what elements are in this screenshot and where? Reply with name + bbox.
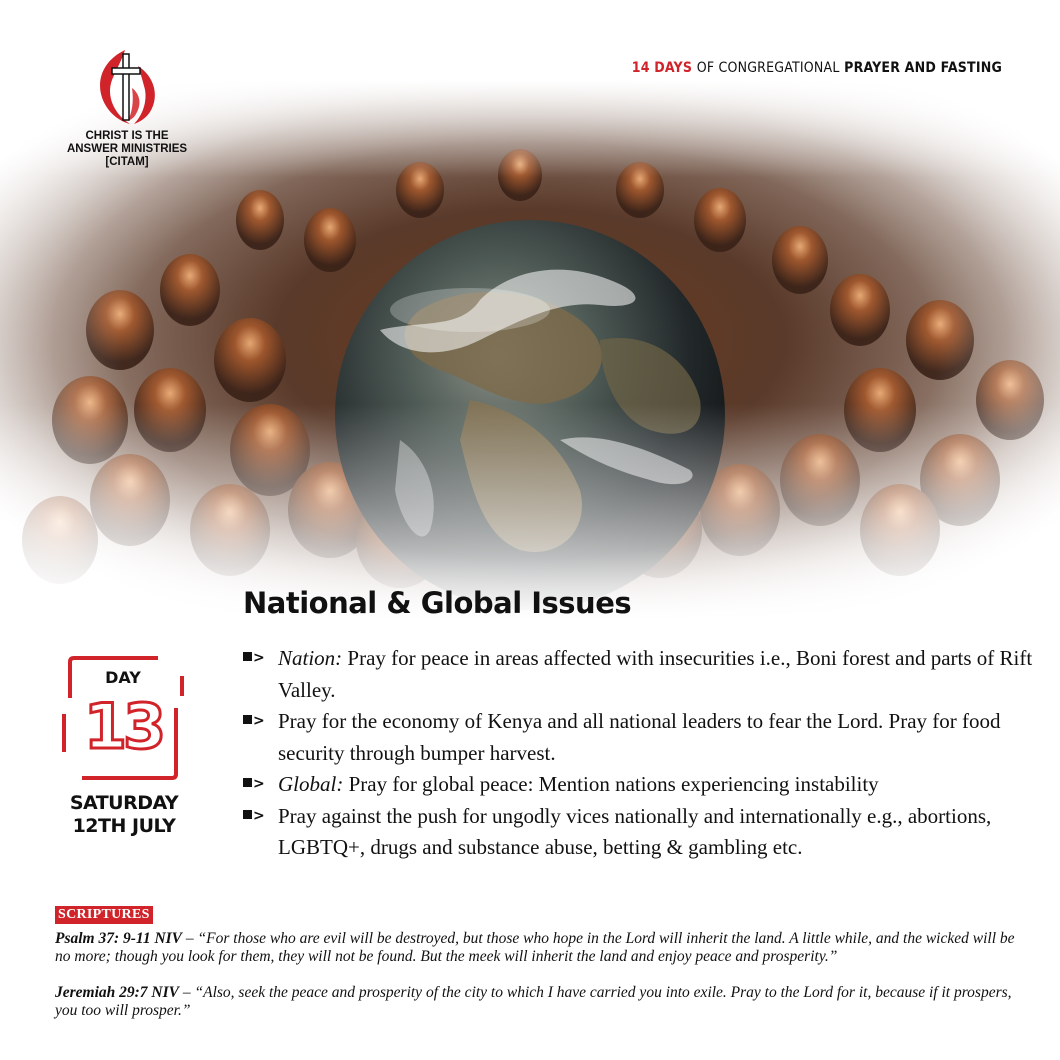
logo-line-3: [CITAM] — [105, 156, 149, 168]
scripture-reference: Psalm 37: 9-11 NIV — [55, 930, 183, 947]
logo-text — [52, 130, 202, 169]
scriptures-label: SCRIPTURES — [55, 906, 153, 924]
page-title: National & Global Issues — [243, 586, 632, 620]
campaign-title — [632, 60, 1002, 76]
day-label: DAY — [105, 668, 141, 687]
day-date — [44, 792, 204, 838]
arrow-bullet-icon: > — [243, 801, 265, 833]
day-weekday: SATURDAY — [69, 792, 179, 814]
prayer-point — [243, 706, 1033, 769]
scripture-text: – “Also, seek the peace and prosperity of the city to which I have carried you into exile. Pray to the Lord for it, because if it prospers, you too will prosper.” — [55, 984, 1012, 1019]
prayer-point-text: Pray for the economy of Kenya and all national leaders to fear the Lord. Pray for food security through bumper harvest. — [278, 709, 1001, 765]
citam-logo — [52, 48, 202, 169]
prayer-point — [243, 769, 1033, 801]
campaign-days: 14 DAYS — [631, 60, 693, 76]
prayer-point — [243, 801, 1033, 864]
scripture-reference: Jeremiah 29:7 NIV — [55, 984, 179, 1001]
scripture-entry — [55, 930, 1015, 966]
prayer-point-lead: Global: — [278, 772, 344, 796]
arrow-bullet-icon: > — [243, 706, 265, 738]
logo-line-1: CHRIST IS THE — [85, 130, 169, 142]
prayer-points — [243, 643, 1033, 864]
campaign-middle: OF CONGREGATIONAL — [696, 60, 840, 76]
prayer-point-lead: Nation: — [278, 646, 343, 670]
campaign-end: PRAYER AND FASTING — [844, 60, 1002, 76]
day-calendar-date: 12TH JULY — [72, 815, 176, 837]
cross-flame-icon — [92, 48, 162, 126]
prayer-point-text: Pray for peace in areas affected with insecurities i.e., Boni forest and parts of Rift Valley. — [278, 646, 1033, 702]
logo-line-2: ANSWER MINISTRIES — [66, 143, 188, 155]
day-number: 13 — [83, 690, 163, 763]
scriptures — [55, 930, 1015, 1038]
arrow-bullet-icon: > — [243, 769, 265, 801]
arrow-bullet-icon: > — [243, 643, 265, 675]
scripture-text: – “For those who are evil will be destroyed, but those who hope in the Lord will inherit the land. A little while, and the wicked will be no more; though you look for them, they will not be found. But the meek will inherit the land and enjoy peace and prosperity.” — [55, 930, 1015, 965]
prayer-point-text: Pray for global peace: Mention nations experiencing instability — [343, 772, 879, 796]
scripture-entry — [55, 984, 1015, 1020]
day-badge — [60, 656, 186, 784]
prayer-point — [243, 643, 1033, 706]
prayer-point-text: Pray against the push for ungodly vices nationally and internationally e.g., abortions, LGBTQ+, drugs and substance abuse, betting & gambling etc. — [278, 803, 992, 859]
